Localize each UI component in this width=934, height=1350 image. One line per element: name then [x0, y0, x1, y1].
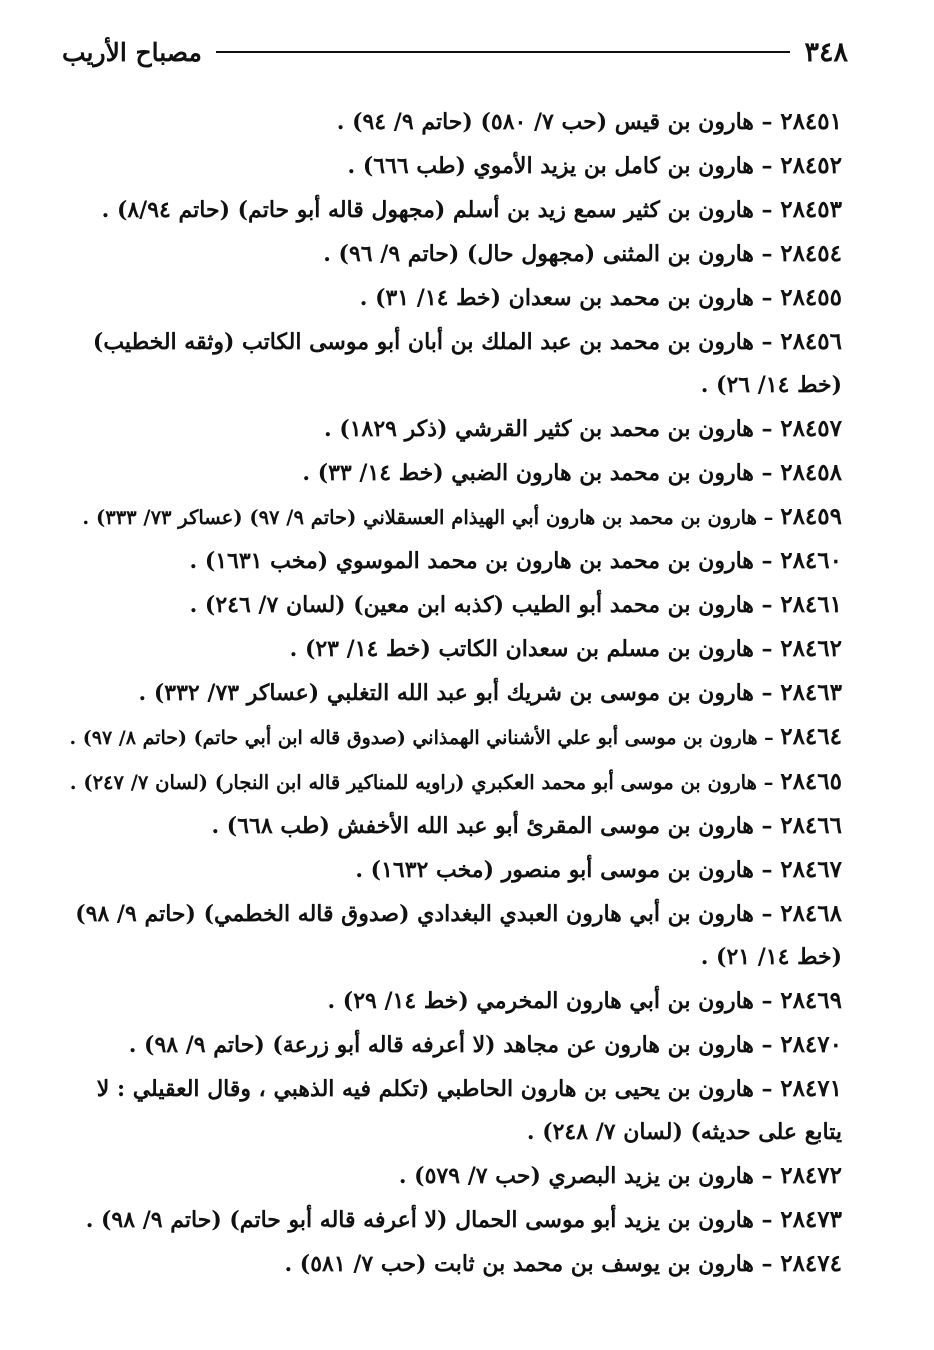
entry-text: هارون بن هارون عن مجاهد (لا أعرفه قاله أبو زرعة) (حاتم ٩/ ٩٨) .	[128, 1032, 754, 1058]
entry-28451: ٢٨٤٥١ – هارون بن قيس (حب ٧/ ٥٨٠) (حاتم ٩/ ٩٤) .	[336, 108, 842, 135]
entry-28467: ٢٨٤٦٧ – هارون بن موسى أبو منصور (مخب ١٦٣٢) .	[355, 856, 842, 883]
entry-28463: ٢٨٤٦٣ – هارون بن موسى بن شريك أبو عبد الله التغلبي (عساكر ٧٣/ ٣٣٢) .	[138, 679, 842, 706]
entry-number: ٢٨٤٧٤	[780, 1250, 842, 1277]
entry-number: ٢٨٤٦١	[780, 591, 842, 618]
entry-number: ٢٨٤٦٨	[780, 900, 842, 927]
entry-number: ٢٨٤٧٢	[780, 1162, 842, 1189]
entry-28466: ٢٨٤٦٦ – هارون بن موسى المقرئ أبو عبد الله الأخفش (طب ٦٦٨) .	[211, 812, 842, 839]
entry-28456: ٢٨٤٥٦ – هارون بن محمد بن عبد الملك بن أبان أبو موسى الكاتب (وثقه الخطيب) (خط ١٤/ ٢٦) .	[92, 328, 842, 398]
entry-text: هارون بن موسى بن شريك أبو عبد الله التغلبي (عساكر ٧٣/ ٣٣٢) .	[138, 680, 754, 706]
entry-28470: ٢٨٤٧٠ – هارون بن هارون عن مجاهد (لا أعرفه قاله أبو زرعة) (حاتم ٩/ ٩٨) .	[128, 1031, 842, 1058]
entry-text: هارون بن محمد بن عبد الملك بن أبان أبو موسى الكاتب (وثقه الخطيب) (خط ١٤/ ٢٦) .	[92, 329, 842, 398]
entry-28457: ٢٨٤٥٧ – هارون بن محمد بن كثير القرشي (ذكر ١٨٢٩) .	[324, 415, 842, 442]
entry-text: هارون بن يزيد أبو موسى الحمال (لا أعرفه قاله أبو حاتم) (حاتم ٩/ ٩٨) .	[85, 1207, 754, 1233]
entry-text: هارون بن كثير سمع زيد بن أسلم (مجهول قاله أبو حاتم) (حاتم ٨/٩٤) .	[101, 197, 754, 223]
entry-number: ٢٨٤٥٣	[780, 196, 842, 223]
entry-text: هارون بن المثنى (مجهول حال) (حاتم ٩/ ٩٦) .	[323, 241, 754, 267]
entry-28469: ٢٨٤٦٩ – هارون بن أبي هارون المخرمي (خط ١٤/ ٢٩) .	[327, 987, 842, 1014]
entry-text: هارون بن يوسف بن محمد بن ثابت (حب ٧/ ٥٨١) .	[284, 1251, 754, 1277]
entry-number: ٢٨٤٦٢	[780, 635, 842, 662]
entry-number: ٢٨٤٥٩	[780, 503, 842, 530]
header-rule	[216, 51, 791, 53]
entry-28453: ٢٨٤٥٣ – هارون بن كثير سمع زيد بن أسلم (مجهول قاله أبو حاتم) (حاتم ٨/٩٤) .	[101, 196, 842, 223]
entry-28461: ٢٨٤٦١ – هارون بن محمد أبو الطيب (كذبه ابن معين) (لسان ٧/ ٢٤٦) .	[189, 591, 842, 618]
entry-28455: ٢٨٤٥٥ – هارون بن محمد بن سعدان (خط ١٤/ ٣١) .	[359, 284, 842, 311]
entry-text: هارون بن محمد بن سعدان (خط ١٤/ ٣١) .	[359, 285, 754, 311]
entry-28474: ٢٨٤٧٤ – هارون بن يوسف بن محمد بن ثابت (حب ٧/ ٥٨١) .	[284, 1250, 842, 1277]
entry-number: ٢٨٤٦٠	[780, 547, 842, 574]
entry-28460: ٢٨٤٦٠ – هارون بن محمد بن هارون بن محمد الموسوي (مخب ١٦٣١) .	[189, 547, 842, 574]
entry-28454: ٢٨٤٥٤ – هارون بن المثنى (مجهول حال) (حاتم ٩/ ٩٦) .	[323, 240, 842, 267]
entry-text: هارون بن موسى أبو محمد العكبري (راويه للمناكير قاله ابن النجار) (لسان ٧/ ٢٤٧) .	[69, 771, 757, 794]
page-header	[62, 30, 848, 74]
entry-number: ٢٨٤٥٨	[780, 459, 842, 486]
entry-text: هارون بن موسى المقرئ أبو عبد الله الأخفش (طب ٦٦٨) .	[211, 813, 754, 839]
entry-text: هارون بن محمد بن كثير القرشي (ذكر ١٨٢٩) .	[324, 416, 754, 442]
entry-number: ٢٨٤٥٢	[780, 152, 842, 179]
entry-number: ٢٨٤٥٧	[780, 415, 842, 442]
entry-text: هارون بن مسلم بن سعدان الكاتب (خط ١٤/ ٢٣) .	[289, 636, 754, 662]
entry-number: ٢٨٤٦٤	[780, 723, 842, 750]
book-title: مصباح الأريب	[62, 37, 202, 67]
entry-28452: ٢٨٤٥٢ – هارون بن كامل بن يزيد الأموي (طب ٦٦٦) .	[347, 152, 842, 179]
entry-28458: ٢٨٤٥٨ – هارون بن محمد بن هارون الضبي (خط ١٤/ ٣٣) .	[302, 459, 842, 486]
entry-28465: ٢٨٤٦٥ – هارون بن موسى أبو محمد العكبري (راويه للمناكير قاله ابن النجار) (لسان ٧/ ٢٤٧) .	[69, 768, 842, 795]
entry-text: هارون بن أبي هارون العبدي البغدادي (صدوق قاله الخطمي) (حاتم ٩/ ٩٨) (خط ١٤/ ٢١) .	[75, 901, 842, 970]
entry-number: ٢٨٤٦٧	[780, 856, 842, 883]
entry-text: هارون بن يحيى بن هارون الحاطبي (تكلم فيه الذهبي ، وقال العقيلي : لا يتابع على حديثه) (لسان ٧/ ٢٤٨) .	[96, 1076, 842, 1145]
entry-text: هارون بن أبي هارون المخرمي (خط ١٤/ ٢٩) .	[327, 988, 754, 1014]
entry-text: هارون بن قيس (حب ٧/ ٥٨٠) (حاتم ٩/ ٩٤) .	[336, 109, 754, 135]
entry-number: ٢٨٤٧١	[780, 1075, 842, 1102]
entry-number: ٢٨٤٥٥	[780, 284, 842, 311]
page-number: ٣٤٨	[804, 36, 848, 68]
entry-28468: ٢٨٤٦٨ – هارون بن أبي هارون العبدي البغدادي (صدوق قاله الخطمي) (حاتم ٩/ ٩٨) (خط ١٤/ ٢١) .	[75, 900, 842, 970]
entry-number: ٢٨٤٧٠	[780, 1031, 842, 1058]
entry-text: هارون بن موسى أبو علي الأشناني الهمذاني (صدوق قاله ابن أبي حاتم) (حاتم ٨/ ٩٧) .	[69, 727, 758, 749]
entry-text: هارون بن محمد أبو الطيب (كذبه ابن معين) (لسان ٧/ ٢٤٦) .	[189, 592, 754, 618]
entry-number: ٢٨٤٦٥	[780, 768, 842, 795]
entry-list	[70, 100, 842, 1286]
entry-number: ٢٨٤٦٩	[780, 987, 842, 1014]
entry-text: هارون بن كامل بن يزيد الأموي (طب ٦٦٦) .	[347, 153, 754, 179]
entry-text: هارون بن يزيد البصري (حب ٧/ ٥٧٩) .	[398, 1163, 754, 1189]
entry-28472: ٢٨٤٧٢ – هارون بن يزيد البصري (حب ٧/ ٥٧٩) .	[398, 1162, 842, 1189]
entry-number: ٢٨٤٦٦	[780, 812, 842, 839]
entry-number: ٢٨٤٧٣	[780, 1206, 842, 1233]
entry-text: هارون بن موسى أبو منصور (مخب ١٦٣٢) .	[355, 857, 754, 883]
entry-28473: ٢٨٤٧٣ – هارون بن يزيد أبو موسى الحمال (لا أعرفه قاله أبو حاتم) (حاتم ٩/ ٩٨) .	[85, 1206, 842, 1233]
entry-28471: ٢٨٤٧١ – هارون بن يحيى بن هارون الحاطبي (تكلم فيه الذهبي ، وقال العقيلي : لا يتابع على حديثه) (لسان ٧/ ٢٤٨) .	[96, 1075, 842, 1145]
entry-number: ٢٨٤٥١	[780, 108, 842, 135]
entry-28462: ٢٨٤٦٢ – هارون بن مسلم بن سعدان الكاتب (خط ١٤/ ٢٣) .	[289, 635, 842, 662]
entry-text: هارون بن محمد بن هارون أبي الهيذام العسقلاني (حاتم ٩/ ٩٧) (عساكر ٧٣/ ٣٣٣) .	[82, 506, 757, 529]
entry-28459: ٢٨٤٥٩ – هارون بن محمد بن هارون أبي الهيذام العسقلاني (حاتم ٩/ ٩٧) (عساكر ٧٣/ ٣٣٣) .	[82, 503, 842, 530]
entry-number: ٢٨٤٦٣	[780, 679, 842, 706]
entry-28464: ٢٨٤٦٤ – هارون بن موسى أبو علي الأشناني الهمذاني (صدوق قاله ابن أبي حاتم) (حاتم ٨/ ٩٧) .	[69, 723, 842, 750]
entry-number: ٢٨٤٥٤	[780, 240, 842, 267]
entry-text: هارون بن محمد بن هارون الضبي (خط ١٤/ ٣٣) .	[302, 460, 754, 486]
entry-text: هارون بن محمد بن هارون بن محمد الموسوي (مخب ١٦٣١) .	[189, 548, 754, 574]
entry-number: ٢٨٤٥٦	[780, 328, 842, 355]
